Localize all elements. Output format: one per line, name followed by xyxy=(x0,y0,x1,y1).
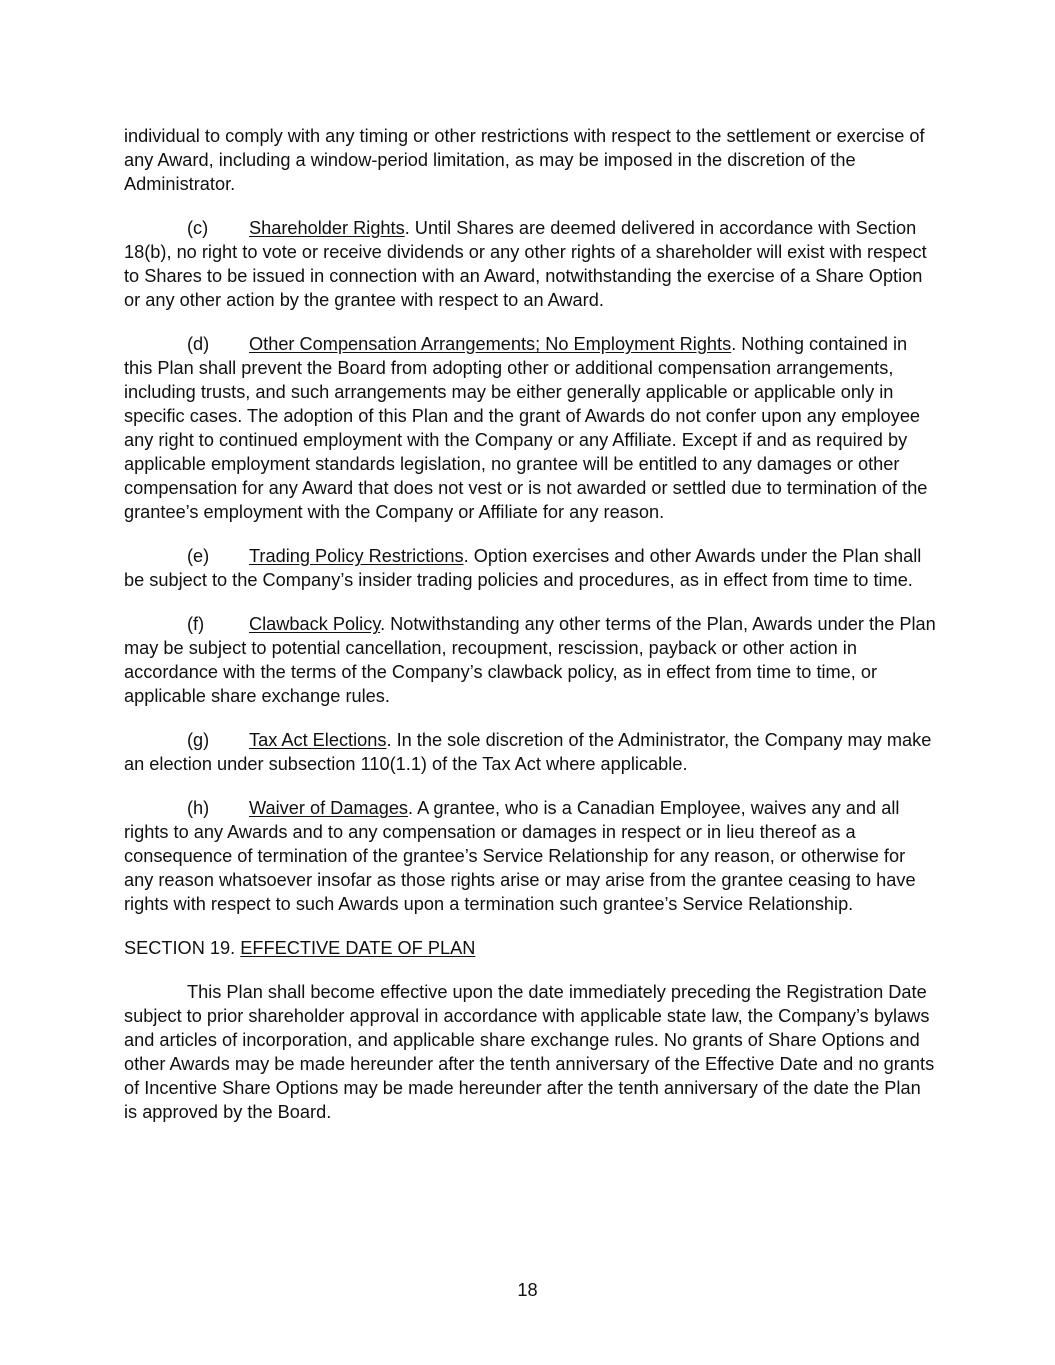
intro-paragraph: individual to comply with any timing or other restrictions with respect to the settlement or exercise of any Award, including a window-period limitation, as may be imposed in the discretion of the Administrator. xyxy=(124,126,925,194)
paragraph-h-title: Waiver of Damages xyxy=(249,798,409,818)
paragraph-e xyxy=(124,544,936,592)
paragraph-d xyxy=(124,332,936,524)
paragraph-d-label: (d) xyxy=(187,334,210,354)
paragraph-g-label: (g) xyxy=(187,730,210,750)
paragraph-g-body: . In the sole discretion of the Administrator, the Company may make an election under subsection 110(1.1) of the Tax Act where applicable. xyxy=(124,730,932,774)
paragraph-f-title: Clawback Policy xyxy=(249,614,381,634)
section-19-title: EFFECTIVE DATE OF PLAN xyxy=(240,938,476,958)
paragraph-c xyxy=(124,216,936,312)
paragraph-e-title: Trading Policy Restrictions xyxy=(249,546,464,566)
paragraph-h-body: . A grantee, who is a Canadian Employee, waives any and all rights to any Awards and to any compensation or damages in respect or in lieu thereof as a consequence of termination of the grantee’s Service Relationship for any reason, or otherwise for any reason whatsoever insofar as those rights arise or may arise from the grantee ceasing to have rights with respect to such Awards upon a termination such grantee’s Service Relationship. xyxy=(124,798,916,914)
paragraph-f-body: . Notwithstanding any other terms of the Plan, Awards under the Plan may be subject to potential cancellation, recoupment, rescission, payback or other action in accordance with the terms of the Company’s clawback policy, as in effect from time to time, or applicable share exchange rules. xyxy=(124,614,936,706)
paragraph-d-body: . Nothing contained in this Plan shall prevent the Board from adopting other or additional compensation arrangements, including trusts, and such arrangements may be either generally applicable or applicable only in specific cases. The adoption of this Plan and the grant of Awards do not confer upon any employee any right to continued employment with the Company or any Affiliate. Except if and as required by applicable employment standards legislation, no grantee will be entitled to any damages or other compensation for any Award that does not vest or is not awarded or settled due to termination of the grantee’s employment with the Company or Affiliate for any reason. xyxy=(124,334,928,522)
paragraph-e-label: (e) xyxy=(187,546,210,566)
paragraph-d-title: Other Compensation Arrangements; No Employment Rights xyxy=(249,334,732,354)
paragraph-f-label: (f) xyxy=(187,614,205,634)
paragraph-c-label: (c) xyxy=(187,218,209,238)
paragraph-c-body: . Until Shares are deemed delivered in accordance with Section 18(b), no right to vote or receive dividends or any other rights of a shareholder will exist with respect to Shares to be issued in connection with an Award, notwithstanding the exercise of a Share Option or any other action by the grantee with respect to an Award. xyxy=(124,218,927,310)
section-19-body: This Plan shall become effective upon the date immediately preceding the Registration Date subject to prior shareholder approval in accordance with applicable state law, the Company’s bylaws and articles of incorporation, and applicable share exchange rules. No grants of Share Options and other Awards may be made hereunder after the tenth anniversary of the Effective Date and no grants of Incentive Share Options may be made hereunder after the tenth anniversary of the date the Plan is approved by the Board. xyxy=(124,982,935,1122)
paragraph-g-title: Tax Act Elections xyxy=(249,730,387,750)
paragraph-h-label: (h) xyxy=(187,798,210,818)
document-page xyxy=(124,124,936,1144)
paragraph-f xyxy=(124,612,936,708)
paragraph-e-body: . Option exercises and other Awards under the Plan shall be subject to the Company’s insider trading policies and procedures, as in effect from time to time. xyxy=(124,546,922,590)
page-number: 18 xyxy=(517,1280,538,1300)
paragraph-c-title: Shareholder Rights xyxy=(249,218,405,238)
paragraph-h xyxy=(124,796,936,916)
section-19-prefix: SECTION 19. xyxy=(124,938,241,958)
paragraph-g xyxy=(124,728,936,776)
section-19-heading xyxy=(124,936,936,960)
